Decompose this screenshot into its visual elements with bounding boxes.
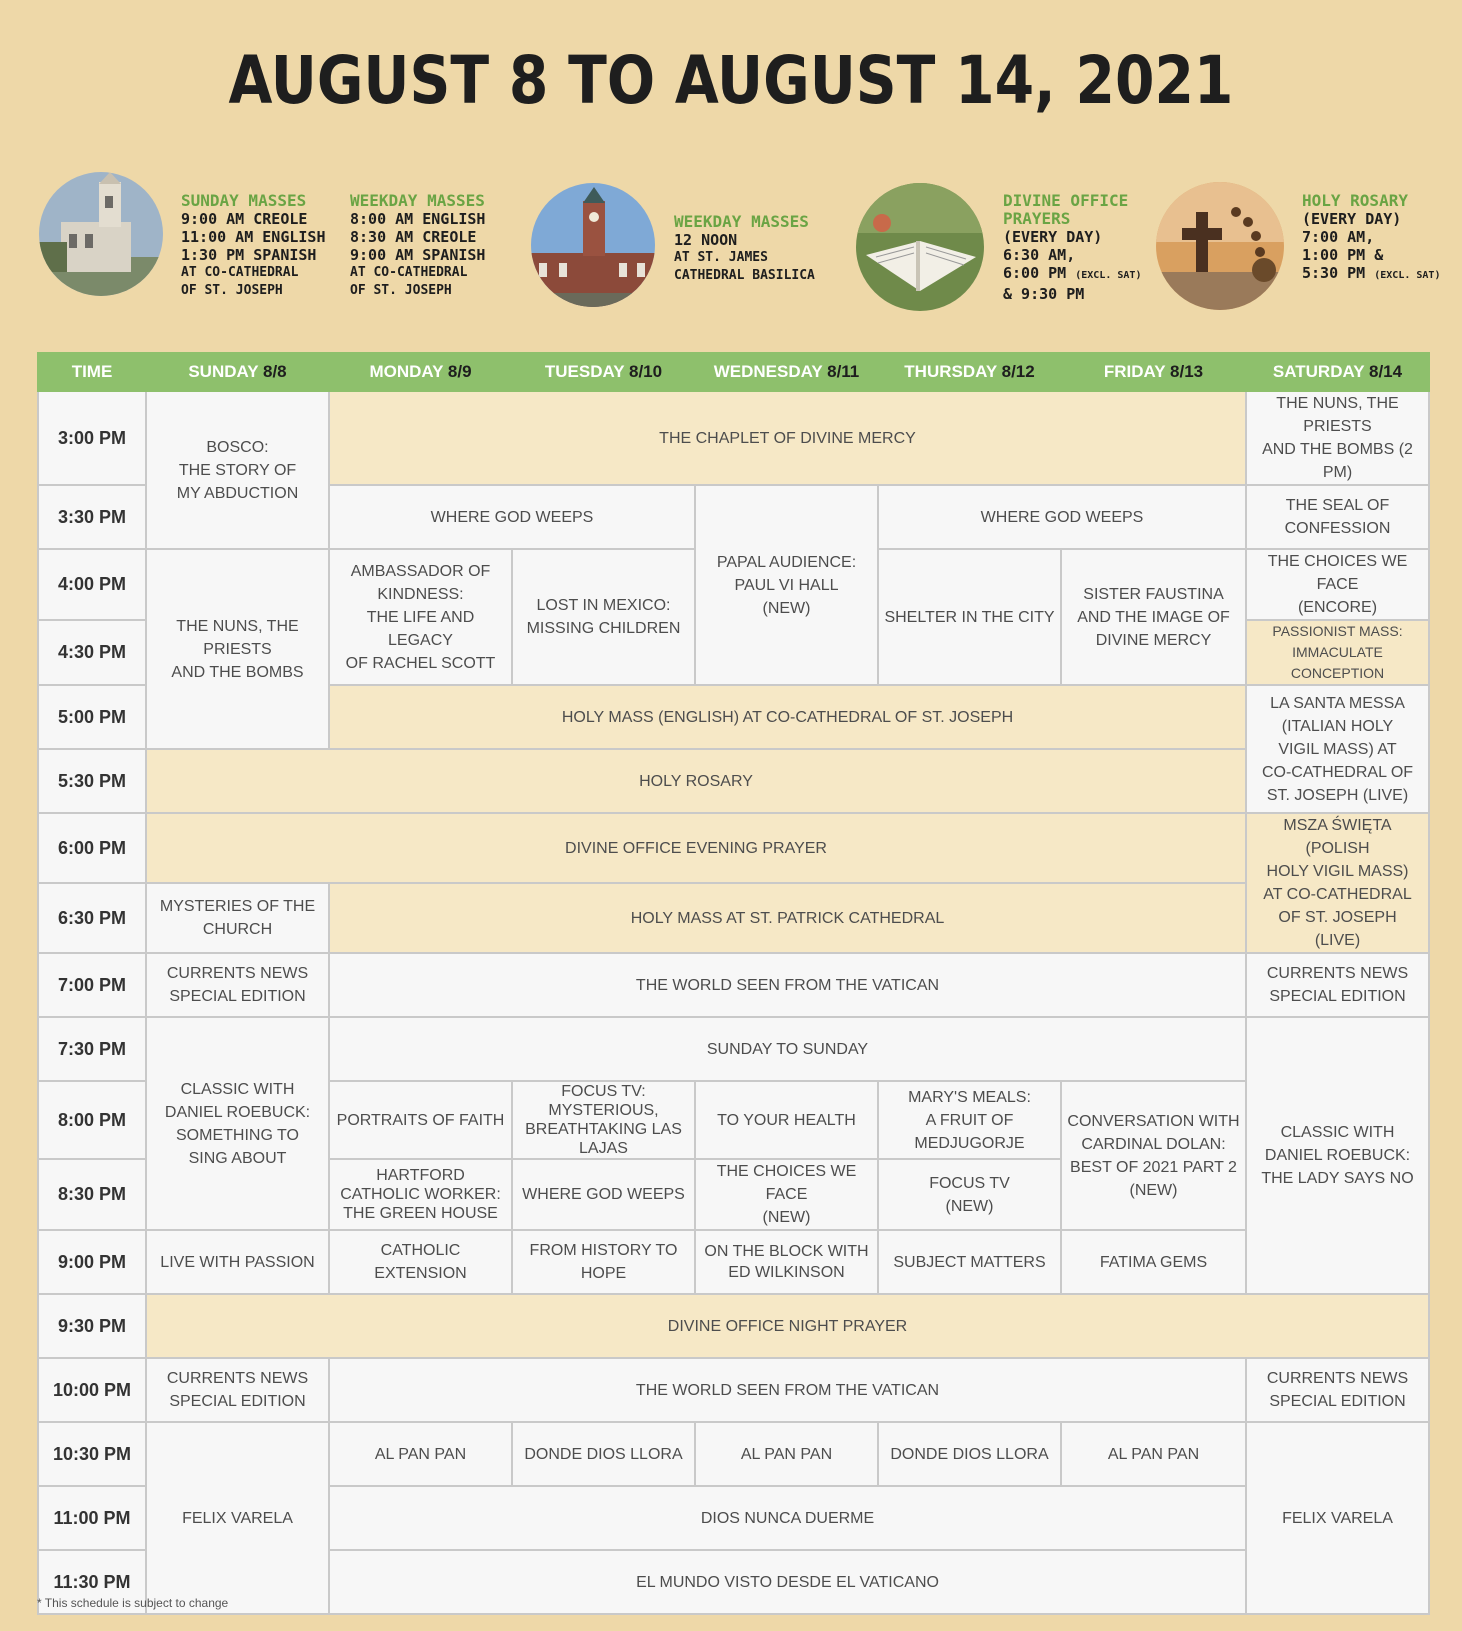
time-row bbox=[38, 1422, 1429, 1486]
program-cell: THE CHOICES WE FACE (ENCORE) bbox=[1246, 549, 1429, 620]
st-james-photo bbox=[531, 183, 655, 307]
st-james-masses-heading: WEEKDAY MASSES bbox=[674, 212, 809, 231]
time-slot: 9:30 PM bbox=[38, 1294, 146, 1358]
time-slot: 7:00 PM bbox=[38, 953, 146, 1017]
day-name: SUNDAY bbox=[188, 362, 259, 381]
header-thursday bbox=[878, 353, 1061, 391]
time-row bbox=[38, 953, 1429, 1017]
sunday-masses-info bbox=[181, 192, 326, 300]
time-slot: 6:00 PM bbox=[38, 813, 146, 883]
header-wednesday bbox=[695, 353, 878, 391]
program-cell: FELIX VARELA bbox=[1246, 1422, 1429, 1614]
program-cell: AL PAN PAN bbox=[1061, 1422, 1246, 1486]
program-cell: DONDE DIOS LLORA bbox=[512, 1422, 695, 1486]
time-slot: 8:00 PM bbox=[38, 1081, 146, 1159]
time-slot: 7:30 PM bbox=[38, 1017, 146, 1081]
day-name: THURSDAY bbox=[904, 362, 997, 381]
info-line: 9:00 AM SPANISH bbox=[350, 246, 486, 264]
program-cell: SHELTER IN THE CITY bbox=[878, 549, 1061, 685]
info-line: CATHEDRAL BASILICA bbox=[674, 268, 815, 283]
time-row bbox=[38, 813, 1429, 883]
program-cell: HOLY MASS (ENGLISH) AT CO-CATHEDRAL OF ST. JOSEPH bbox=[329, 685, 1246, 749]
day-name: MONDAY bbox=[369, 362, 444, 381]
program-cell: DIVINE OFFICE NIGHT PRAYER bbox=[146, 1294, 1429, 1358]
day-date: 8/13 bbox=[1170, 362, 1204, 381]
time-row bbox=[38, 391, 1429, 485]
program-cell: MYSTERIES OF THE CHURCH bbox=[146, 883, 329, 953]
program-cell: WHERE GOD WEEPS bbox=[512, 1159, 695, 1230]
header-row bbox=[38, 353, 1429, 391]
footnote: * This schedule is subject to change bbox=[37, 1596, 229, 1610]
program-cell: TO YOUR HEALTH bbox=[695, 1081, 878, 1159]
time-row bbox=[38, 1017, 1429, 1081]
program-cell: THE WORLD SEEN FROM THE VATICAN bbox=[329, 953, 1246, 1017]
program-cell: SISTER FAUSTINA AND THE IMAGE OF DIVINE MERCY bbox=[1061, 549, 1246, 685]
holy-rosary-info bbox=[1302, 192, 1440, 285]
program-cell: MARY'S MEALS: A FRUIT OF MEDJUGORJE bbox=[878, 1081, 1061, 1159]
program-cell: DIOS NUNCA DUERME bbox=[329, 1486, 1246, 1550]
program-cell: BOSCO: THE STORY OF MY ABDUCTION bbox=[146, 391, 329, 549]
info-line: 5:30 PM bbox=[1302, 264, 1366, 282]
day-date: 8/14 bbox=[1368, 362, 1403, 381]
program-cell: PAPAL AUDIENCE: PAUL VI HALL (NEW) bbox=[695, 485, 878, 685]
day-name: SATURDAY bbox=[1272, 362, 1365, 381]
time-slot: 3:30 PM bbox=[38, 485, 146, 549]
time-slot: 9:00 PM bbox=[38, 1230, 146, 1294]
time-row bbox=[38, 1294, 1429, 1358]
program-cell: THE NUNS, THE PRIESTS AND THE BOMBS bbox=[146, 549, 329, 749]
program-cell: CURRENTS NEWS SPECIAL EDITION bbox=[146, 1358, 329, 1422]
divine-office-heading: DIVINE OFFICE bbox=[1003, 191, 1129, 210]
info-line: 11:00 AM ENGLISH bbox=[181, 228, 326, 246]
day-name: FRIDAY bbox=[1103, 362, 1166, 381]
time-slot: 4:30 PM bbox=[38, 620, 146, 685]
program-cell: LOST IN MEXICO: MISSING CHILDREN bbox=[512, 549, 695, 685]
info-line: AT CO-CATHEDRAL bbox=[350, 265, 468, 280]
program-cell: SUNDAY TO SUNDAY bbox=[329, 1017, 1246, 1081]
program-cell: THE SEAL OF CONFESSION bbox=[1246, 485, 1429, 549]
program-cell: HOLY MASS AT ST. PATRICK CATHEDRAL bbox=[329, 883, 1246, 953]
divine-office-heading: PRAYERS bbox=[1003, 209, 1071, 228]
program-cell: THE WORLD SEEN FROM THE VATICAN bbox=[329, 1358, 1246, 1422]
info-line: 1:30 PM SPANISH bbox=[181, 246, 317, 264]
info-line: 6:30 AM, bbox=[1003, 246, 1076, 264]
info-line: 12 NOON bbox=[674, 231, 738, 249]
header-monday bbox=[329, 353, 512, 391]
program-cell: CLASSIC WITH DANIEL ROEBUCK: THE LADY SAYS NO bbox=[1246, 1017, 1429, 1294]
program-cell: FROM HISTORY TO HOPE bbox=[512, 1230, 695, 1294]
time-slot: 10:30 PM bbox=[38, 1422, 146, 1486]
day-date: 8/12 bbox=[1001, 362, 1035, 381]
time-slot: 8:30 PM bbox=[38, 1159, 146, 1230]
info-line: 6:00 PM bbox=[1003, 264, 1067, 282]
info-line: & 9:30 PM bbox=[1003, 285, 1085, 303]
info-line: 8:00 AM ENGLISH bbox=[350, 210, 486, 228]
info-line: AT CO-CATHEDRAL bbox=[181, 265, 299, 280]
time-slot: 5:30 PM bbox=[38, 749, 146, 813]
program-cell: AL PAN PAN bbox=[329, 1422, 512, 1486]
program-cell: EL MUNDO VISTO DESDE EL VATICANO bbox=[329, 1550, 1246, 1614]
day-name: TUESDAY bbox=[544, 362, 625, 381]
program-cell: LA SANTA MESSA (ITALIAN HOLY VIGIL MASS) AT CO-CATHEDRAL OF ST. JOSEPH (LIVE) bbox=[1246, 685, 1429, 813]
weekday-masses-heading: WEEKDAY MASSES bbox=[350, 191, 485, 210]
header-saturday bbox=[1246, 353, 1429, 391]
program-cell: PORTRAITS OF FAITH bbox=[329, 1081, 512, 1159]
program-cell: THE CHOICES WE FACE (NEW) bbox=[695, 1159, 878, 1230]
info-line: 7:00 AM, bbox=[1302, 228, 1375, 246]
program-cell: CONVERSATION WITH CARDINAL DOLAN: BEST OF 2021 PART 2 (NEW) bbox=[1061, 1081, 1246, 1230]
program-cell: WHERE GOD WEEPS bbox=[329, 485, 695, 549]
info-line: (EVERY DAY) bbox=[1003, 228, 1103, 246]
info-line: OF ST. JOSEPH bbox=[181, 283, 283, 298]
header-sunday bbox=[146, 353, 329, 391]
info-line: AT ST. JAMES bbox=[674, 250, 768, 265]
program-cell: FELIX VARELA bbox=[146, 1422, 329, 1614]
program-cell: CURRENTS NEWS SPECIAL EDITION bbox=[146, 953, 329, 1017]
info-line: 8:30 AM CREOLE bbox=[350, 228, 477, 246]
time-slot: 3:00 PM bbox=[38, 391, 146, 485]
program-cell: LIVE WITH PASSION bbox=[146, 1230, 329, 1294]
program-cell: HARTFORD CATHOLIC WORKER: THE GREEN HOUSE bbox=[329, 1159, 512, 1230]
program-cell: PASSIONIST MASS: IMMACULATE CONCEPTION bbox=[1246, 620, 1429, 685]
program-cell: FOCUS TV (NEW) bbox=[878, 1159, 1061, 1230]
day-date: 8/8 bbox=[263, 362, 287, 381]
program-cell: CATHOLIC EXTENSION bbox=[329, 1230, 512, 1294]
time-slot: 11:30 PM bbox=[38, 1550, 146, 1614]
program-cell: CURRENTS NEWS SPECIAL EDITION bbox=[1246, 953, 1429, 1017]
schedule-table bbox=[37, 352, 1430, 1615]
rosary-photo bbox=[1156, 182, 1284, 310]
time-row bbox=[38, 1358, 1429, 1422]
bible-photo bbox=[856, 183, 984, 311]
program-cell: FATIMA GEMS bbox=[1061, 1230, 1246, 1294]
info-note: (EXCL. SAT) bbox=[1075, 270, 1142, 281]
header-time: TIME bbox=[38, 353, 146, 391]
info-line: 9:00 AM CREOLE bbox=[181, 210, 308, 228]
time-row bbox=[38, 883, 1429, 953]
header-tuesday bbox=[512, 353, 695, 391]
divine-office-info bbox=[1003, 192, 1141, 303]
program-cell: AL PAN PAN bbox=[695, 1422, 878, 1486]
program-cell: WHERE GOD WEEPS bbox=[878, 485, 1246, 549]
time-slot: 4:00 PM bbox=[38, 549, 146, 620]
program-cell: FOCUS TV: MYSTERIOUS, BREATHTAKING LAS LAJAS bbox=[512, 1081, 695, 1159]
header-friday bbox=[1061, 353, 1246, 391]
day-date: 8/11 bbox=[827, 362, 860, 381]
program-cell: DONDE DIOS LLORA bbox=[878, 1422, 1061, 1486]
program-cell: THE CHAPLET OF DIVINE MERCY bbox=[329, 391, 1246, 485]
time-slot: 6:30 PM bbox=[38, 883, 146, 953]
time-slot: 11:00 PM bbox=[38, 1486, 146, 1550]
program-cell: MSZA ŚWIĘTA (POLISH HOLY VIGIL MASS) AT CO-CATHEDRAL OF ST. JOSEPH (LIVE) bbox=[1246, 813, 1429, 953]
time-row bbox=[38, 749, 1429, 813]
info-line: (EVERY DAY) bbox=[1302, 210, 1402, 228]
day-name: WEDNESDAY bbox=[713, 362, 823, 381]
time-row bbox=[38, 1230, 1429, 1294]
program-cell: SUBJECT MATTERS bbox=[878, 1230, 1061, 1294]
info-line: 1:00 PM & bbox=[1302, 246, 1384, 264]
st-james-masses-info bbox=[674, 213, 815, 285]
info-note: (EXCL. SAT) bbox=[1374, 270, 1441, 281]
program-cell: CLASSIC WITH DANIEL ROEBUCK: SOMETHING TO SING ABOUT bbox=[146, 1017, 329, 1230]
program-cell: THE NUNS, THE PRIESTS AND THE BOMBS (2 PM) bbox=[1246, 391, 1429, 485]
program-cell: AMBASSADOR OF KINDNESS: THE LIFE AND LEGACY OF RACHEL SCOTT bbox=[329, 549, 512, 685]
info-line: OF ST. JOSEPH bbox=[350, 283, 452, 298]
sunday-masses-heading: SUNDAY MASSES bbox=[181, 191, 307, 210]
program-cell: HOLY ROSARY bbox=[146, 749, 1246, 813]
weekday-masses-info bbox=[350, 192, 485, 300]
program-cell: CURRENTS NEWS SPECIAL EDITION bbox=[1246, 1358, 1429, 1422]
day-date: 8/10 bbox=[629, 362, 663, 381]
time-slot: 10:00 PM bbox=[38, 1358, 146, 1422]
time-slot: 5:00 PM bbox=[38, 685, 146, 749]
co-cathedral-photo bbox=[39, 172, 163, 296]
program-cell: DIVINE OFFICE EVENING PRAYER bbox=[146, 813, 1246, 883]
day-date: 8/9 bbox=[447, 362, 472, 381]
page-title: AUGUST 8 TO AUGUST 14, 2021 bbox=[228, 42, 1234, 119]
holy-rosary-heading: HOLY ROSARY bbox=[1302, 191, 1408, 210]
program-cell: ON THE BLOCK WITH ED WILKINSON bbox=[695, 1230, 878, 1294]
